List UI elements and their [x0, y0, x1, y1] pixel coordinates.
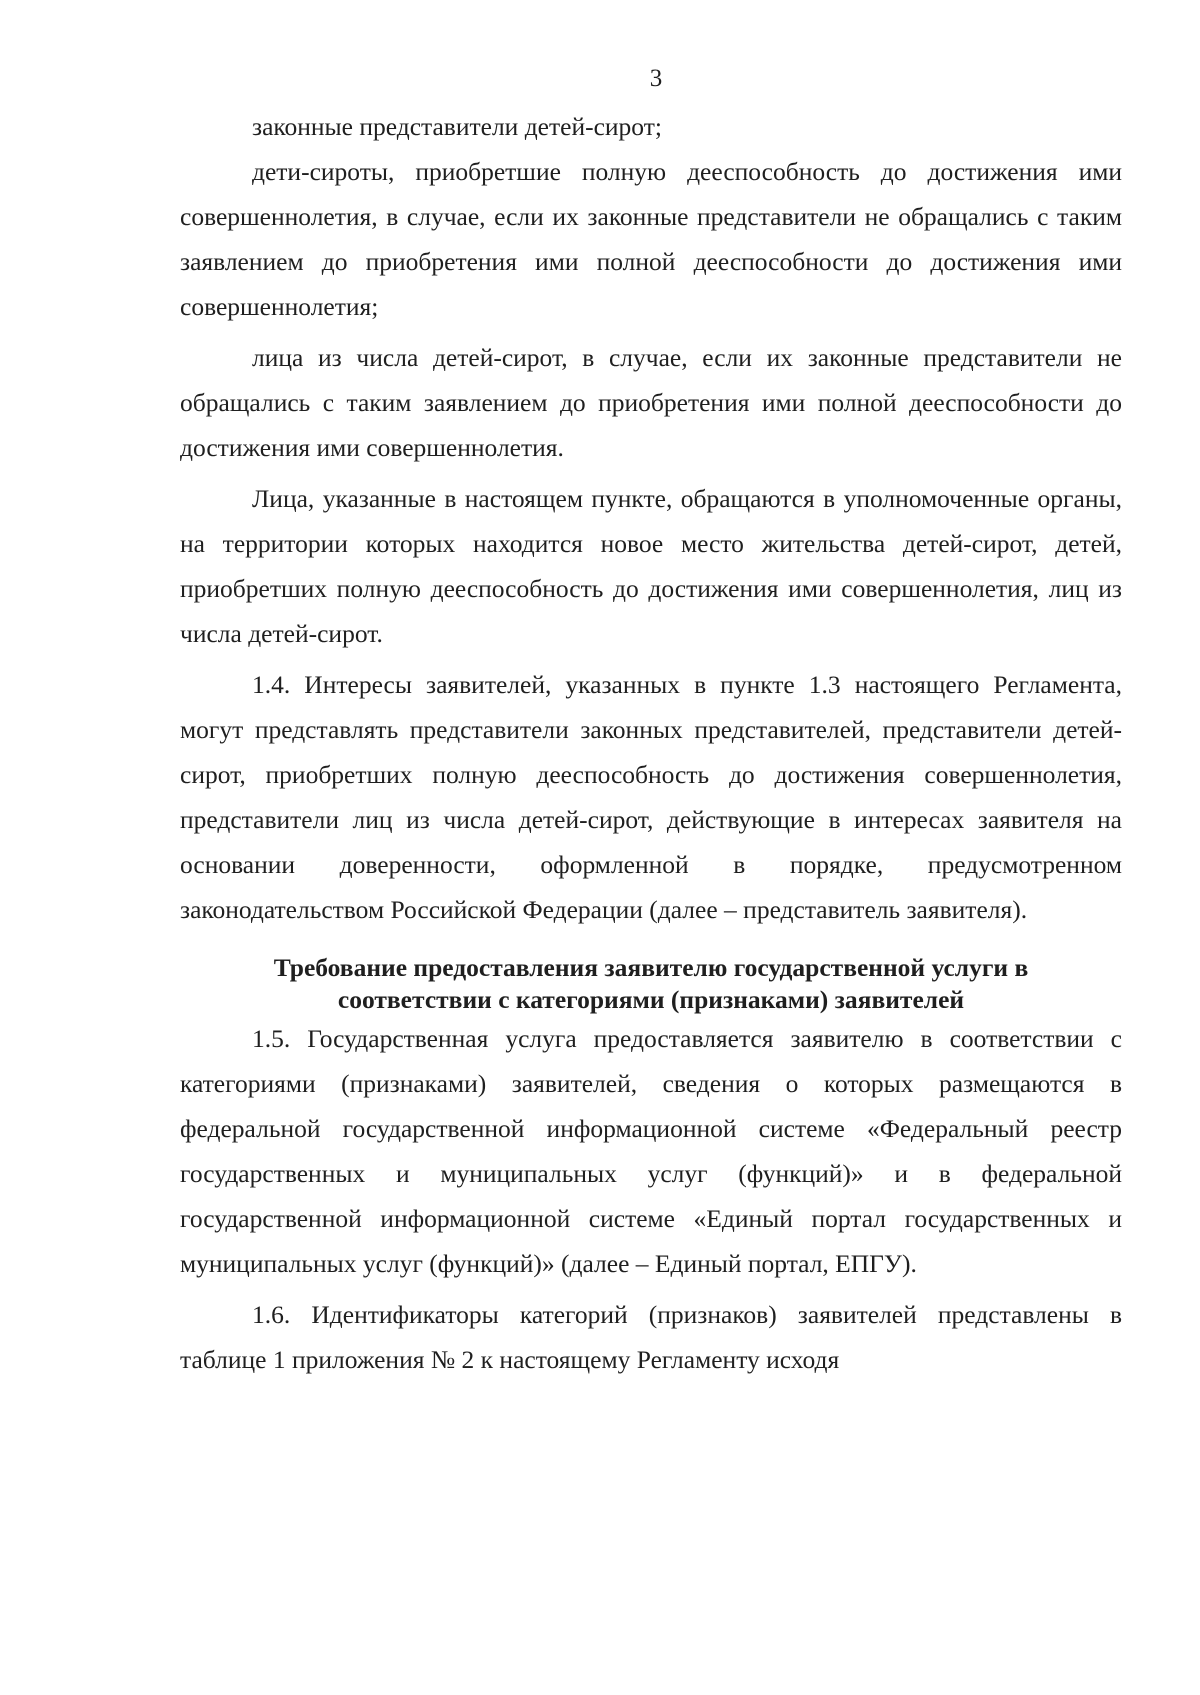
paragraph-applicants-apply: Лица, указанные в настоящем пункте, обращаются в уполномоченные органы, на территории которых находится новое место жительства детей-сирот, детей, приобретших полную дееспособность до достижения ими совершеннолетия, лиц из числа детей-сирот.	[180, 484, 1122, 648]
document-body	[180, 104, 1122, 1382]
paragraph-persons-from-orphans: лица из числа детей-сирот, в случае, если их законные представители не обращались с таким заявлением до приобретения ими полной дееспособности до достижения ими совершеннолетия.	[180, 343, 1122, 462]
section-heading	[180, 952, 1122, 1016]
paragraph-1-5: 1.5. Государственная услуга предоставляется заявителю в соответствии с категориями (признаками) заявителей, сведения о которых размещаются в федеральной государственной информационной системе «Федеральный реестр государственных и муниципальных услуг (функций)» и в федеральной государственной информационной системе «Единый портал государственных и муниципальных услуг (функций)» (далее – Единый портал, ЕПГУ).	[180, 1024, 1122, 1278]
paragraph-legal-representatives: законные представители детей-сирот;	[252, 112, 662, 141]
page-number: 3	[649, 65, 663, 92]
section-heading-line-2: соответствии с категориями (признаками) заявителей	[337, 985, 965, 1014]
paragraph-orphans-capacity: дети-сироты, приобретшие полную дееспособность до достижения ими совершеннолетия, в случае, если их законные представители не обращались с таким заявлением до приобретения ими полной дееспособности до достижения ими совершеннолетия;	[180, 157, 1122, 321]
paragraph-1-4: 1.4. Интересы заявителей, указанных в пункте 1.3 настоящего Регламента, могут представлять представители законных представителей, представители детей-сирот, приобретших полную дееспособность до достижения совершеннолетия, представители лиц из числа детей-сирот, действующие в интересах заявителя на основании доверенности, оформленной в порядке, предусмотренном законодательством Российской Федерации (далее – представитель заявителя).	[180, 670, 1122, 924]
paragraph-1-6: 1.6. Идентификаторы категорий (признаков) заявителей представлены в таблице 1 приложения № 2 к настоящему Регламенту исходя	[180, 1300, 1122, 1374]
section-heading-line-1: Требование предоставления заявителю государственной услуги в	[273, 953, 1029, 982]
